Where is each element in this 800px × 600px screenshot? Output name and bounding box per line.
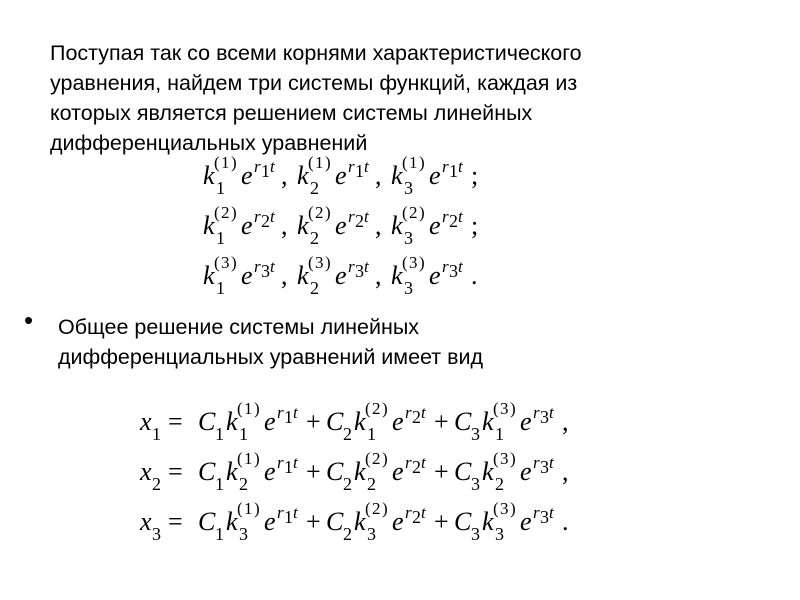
c-symbol: C — [326, 457, 344, 486]
k-symbol: k — [391, 161, 403, 190]
superscript-paren: ( — [493, 499, 499, 518]
superscript-paren: ( — [308, 153, 314, 172]
plus-sign: + — [434, 407, 449, 436]
k-subscript: 3 — [495, 524, 504, 544]
x-symbol: x — [140, 507, 152, 536]
e-symbol: e — [241, 161, 253, 190]
function-system-row — [0, 250, 800, 302]
exponent-t: t — [458, 157, 463, 176]
c-subscript: 2 — [343, 524, 352, 544]
superscript-paren: ( — [214, 153, 220, 172]
x-subscript: 3 — [152, 524, 161, 544]
exponent-r: r — [405, 403, 412, 422]
exponent-r: r — [277, 503, 284, 522]
c-subscript: 1 — [215, 524, 224, 544]
exponent-subscript: 3 — [540, 507, 549, 527]
e-symbol: e — [429, 261, 441, 290]
c-symbol: C — [454, 457, 472, 486]
c-subscript: 1 — [215, 474, 224, 494]
superscript-index: 3 — [500, 399, 509, 418]
k-symbol: k — [354, 507, 366, 536]
k-subscript: 2 — [310, 178, 319, 198]
c-subscript: 3 — [471, 424, 480, 444]
superscript-index: 3 — [221, 253, 230, 272]
function-system-formula — [0, 200, 800, 252]
comma: , — [281, 261, 288, 290]
k-symbol: k — [297, 161, 309, 190]
exponent-subscript: 1 — [355, 161, 364, 181]
c-symbol: C — [198, 457, 216, 486]
row-end-mark: ; — [471, 211, 479, 240]
c-subscript: 2 — [343, 424, 352, 444]
intro-paragraph: Поступая так со всеми корнями характеристического уравнения, найдем три системы функций, каждая из которых является решением системы линейных дифференциальных уравнений — [50, 41, 582, 155]
exponent-subscript: 2 — [412, 457, 421, 477]
superscript-paren: ( — [365, 399, 371, 418]
superscript-paren: ) — [419, 153, 425, 172]
plus-sign: + — [434, 507, 449, 536]
exponent-t: t — [421, 403, 426, 422]
superscript-paren: ( — [308, 253, 314, 272]
e-symbol: e — [520, 507, 532, 536]
superscript-paren: ) — [254, 449, 260, 468]
k-symbol: k — [354, 407, 366, 436]
k-subscript: 2 — [310, 228, 319, 248]
superscript-paren: ) — [382, 399, 388, 418]
k-symbol: k — [482, 457, 494, 486]
superscript-index: 2 — [372, 499, 381, 518]
k-symbol: k — [354, 457, 366, 486]
e-symbol: e — [264, 457, 276, 486]
exponent-r: r — [348, 257, 355, 276]
superscript-paren: ( — [237, 499, 243, 518]
general-solution-caption: Общее решение системы линейных дифференциальных уравнений имеет вид — [58, 315, 484, 369]
exponent-r: r — [348, 207, 355, 226]
exponent-r: r — [442, 207, 449, 226]
superscript-index: 1 — [244, 399, 253, 418]
comma: , — [281, 211, 288, 240]
k-subscript: 2 — [367, 474, 376, 494]
k-symbol: k — [203, 161, 215, 190]
exponent-r: r — [533, 403, 540, 422]
exponent-t: t — [364, 207, 369, 226]
k-subscript: 2 — [310, 278, 319, 298]
c-symbol: C — [326, 507, 344, 536]
superscript-paren: ) — [254, 499, 260, 518]
k-symbol: k — [482, 407, 494, 436]
superscript-index: 1 — [221, 153, 230, 172]
exponent-r: r — [254, 207, 261, 226]
exponent-subscript: 2 — [449, 211, 458, 231]
equals-sign: = — [168, 407, 183, 436]
row-end-mark: . — [471, 261, 478, 290]
superscript-paren: ) — [419, 253, 425, 272]
e-symbol: e — [429, 211, 441, 240]
superscript-paren: ) — [382, 499, 388, 518]
exponent-t: t — [293, 503, 298, 522]
row-end-mark: . — [562, 507, 569, 536]
c-subscript: 1 — [215, 424, 224, 444]
superscript-paren: ( — [237, 449, 243, 468]
k-subscript: 1 — [216, 228, 225, 248]
exponent-t: t — [364, 157, 369, 176]
comma: , — [375, 161, 382, 190]
k-subscript: 3 — [239, 524, 248, 544]
k-symbol: k — [482, 507, 494, 536]
k-subscript: 1 — [216, 278, 225, 298]
c-symbol: C — [454, 407, 472, 436]
superscript-paren: ( — [214, 203, 220, 222]
exponent-subscript: 2 — [261, 211, 270, 231]
exponent-t: t — [270, 257, 275, 276]
exponent-t: t — [458, 207, 463, 226]
exponent-subscript: 1 — [284, 507, 293, 527]
k-symbol: k — [226, 407, 238, 436]
c-symbol: C — [454, 507, 472, 536]
exponent-subscript: 1 — [284, 407, 293, 427]
superscript-paren: ) — [325, 253, 331, 272]
exponent-t: t — [421, 503, 426, 522]
e-symbol: e — [392, 507, 404, 536]
exponent-subscript: 3 — [540, 407, 549, 427]
exponent-subscript: 3 — [449, 261, 458, 281]
exponent-t: t — [549, 453, 554, 472]
row-end-mark: ; — [471, 161, 479, 190]
x-subscript: 1 — [152, 424, 161, 444]
solution-formula — [0, 494, 800, 546]
e-symbol: e — [241, 261, 253, 290]
comma: , — [375, 261, 382, 290]
exponent-t: t — [293, 453, 298, 472]
exponent-t: t — [549, 503, 554, 522]
superscript-index: 2 — [409, 203, 418, 222]
k-subscript: 1 — [367, 424, 376, 444]
superscript-paren: ) — [325, 203, 331, 222]
superscript-index: 1 — [244, 449, 253, 468]
equals-sign: = — [168, 457, 183, 486]
superscript-paren: ( — [493, 399, 499, 418]
exponent-subscript: 3 — [355, 261, 364, 281]
k-symbol: k — [391, 211, 403, 240]
k-subscript: 3 — [367, 524, 376, 544]
k-subscript: 1 — [216, 178, 225, 198]
solution-formula — [0, 394, 800, 446]
superscript-index: 3 — [409, 253, 418, 272]
plus-sign: + — [306, 507, 321, 536]
k-symbol: k — [226, 507, 238, 536]
c-subscript: 2 — [343, 474, 352, 494]
e-symbol: e — [520, 457, 532, 486]
solution-row — [0, 494, 800, 546]
solution-formula — [0, 444, 800, 496]
c-subscript: 3 — [471, 474, 480, 494]
e-symbol: e — [335, 261, 347, 290]
superscript-index: 3 — [315, 253, 324, 272]
superscript-index: 2 — [372, 449, 381, 468]
exponent-subscript: 2 — [412, 407, 421, 427]
e-symbol: e — [264, 407, 276, 436]
e-symbol: e — [392, 407, 404, 436]
function-system-row — [0, 150, 800, 202]
exponent-subscript: 1 — [261, 161, 270, 181]
exponent-r: r — [277, 453, 284, 472]
c-symbol: C — [198, 507, 216, 536]
k-symbol: k — [391, 261, 403, 290]
exponent-r: r — [405, 503, 412, 522]
k-subscript: 3 — [404, 178, 413, 198]
exponent-r: r — [533, 503, 540, 522]
k-symbol: k — [203, 261, 215, 290]
superscript-paren: ) — [510, 449, 516, 468]
superscript-paren: ) — [510, 499, 516, 518]
x-subscript: 2 — [152, 474, 161, 494]
solution-row — [0, 444, 800, 496]
superscript-paren: ( — [493, 449, 499, 468]
k-subscript: 2 — [239, 474, 248, 494]
e-symbol: e — [392, 457, 404, 486]
k-subscript: 1 — [495, 424, 504, 444]
equals-sign: = — [168, 507, 183, 536]
k-symbol: k — [203, 211, 215, 240]
exponent-r: r — [254, 157, 261, 176]
exponent-t: t — [421, 453, 426, 472]
c-symbol: C — [326, 407, 344, 436]
exponent-r: r — [442, 257, 449, 276]
superscript-index: 2 — [315, 203, 324, 222]
superscript-paren: ) — [325, 153, 331, 172]
exponent-t: t — [270, 207, 275, 226]
superscript-index: 2 — [221, 203, 230, 222]
e-symbol: e — [335, 161, 347, 190]
x-symbol: x — [140, 457, 152, 486]
superscript-index: 1 — [409, 153, 418, 172]
plus-sign: + — [434, 457, 449, 486]
exponent-subscript: 2 — [412, 507, 421, 527]
superscript-index: 2 — [372, 399, 381, 418]
superscript-index: 3 — [500, 449, 509, 468]
exponent-subscript: 3 — [540, 457, 549, 477]
superscript-paren: ( — [237, 399, 243, 418]
exponent-r: r — [277, 403, 284, 422]
superscript-paren: ( — [308, 203, 314, 222]
superscript-paren: ) — [231, 253, 237, 272]
superscript-paren: ) — [510, 399, 516, 418]
exponent-r: r — [348, 157, 355, 176]
superscript-paren: ( — [402, 253, 408, 272]
k-symbol: k — [297, 211, 309, 240]
superscript-index: 1 — [244, 499, 253, 518]
plus-sign: + — [306, 457, 321, 486]
superscript-paren: ( — [365, 449, 371, 468]
bullet-marker: • — [24, 305, 34, 335]
row-end-mark: , — [562, 457, 569, 486]
e-symbol: e — [241, 211, 253, 240]
exponent-t: t — [364, 257, 369, 276]
superscript-paren: ) — [231, 153, 237, 172]
comma: , — [281, 161, 288, 190]
superscript-paren: ( — [402, 203, 408, 222]
c-subscript: 3 — [471, 524, 480, 544]
exponent-r: r — [405, 453, 412, 472]
exponent-t: t — [293, 403, 298, 422]
superscript-index: 1 — [315, 153, 324, 172]
superscript-paren: ) — [231, 203, 237, 222]
c-symbol: C — [198, 407, 216, 436]
e-symbol: e — [335, 211, 347, 240]
exponent-subscript: 1 — [449, 161, 458, 181]
exponent-r: r — [442, 157, 449, 176]
function-system-formula — [0, 150, 800, 202]
superscript-index: 3 — [500, 499, 509, 518]
comma: , — [375, 211, 382, 240]
e-symbol: e — [429, 161, 441, 190]
superscript-paren: ) — [254, 399, 260, 418]
exponent-subscript: 2 — [355, 211, 364, 231]
e-symbol: e — [264, 507, 276, 536]
x-symbol: x — [140, 407, 152, 436]
row-end-mark: , — [562, 407, 569, 436]
exponent-t: t — [458, 257, 463, 276]
superscript-paren: ( — [214, 253, 220, 272]
superscript-paren: ( — [365, 499, 371, 518]
function-system-formula — [0, 250, 800, 302]
exponent-subscript: 1 — [284, 457, 293, 477]
k-subscript: 3 — [404, 228, 413, 248]
superscript-paren: ) — [419, 203, 425, 222]
exponent-r: r — [254, 257, 261, 276]
superscript-paren: ) — [382, 449, 388, 468]
exponent-subscript: 3 — [261, 261, 270, 281]
k-symbol: k — [297, 261, 309, 290]
plus-sign: + — [306, 407, 321, 436]
k-symbol: k — [226, 457, 238, 486]
k-subscript: 2 — [495, 474, 504, 494]
k-subscript: 1 — [239, 424, 248, 444]
superscript-paren: ( — [402, 153, 408, 172]
k-subscript: 3 — [404, 278, 413, 298]
solution-row — [0, 394, 800, 446]
e-symbol: e — [520, 407, 532, 436]
exponent-t: t — [270, 157, 275, 176]
exponent-t: t — [549, 403, 554, 422]
exponent-r: r — [533, 453, 540, 472]
function-system-row — [0, 200, 800, 252]
